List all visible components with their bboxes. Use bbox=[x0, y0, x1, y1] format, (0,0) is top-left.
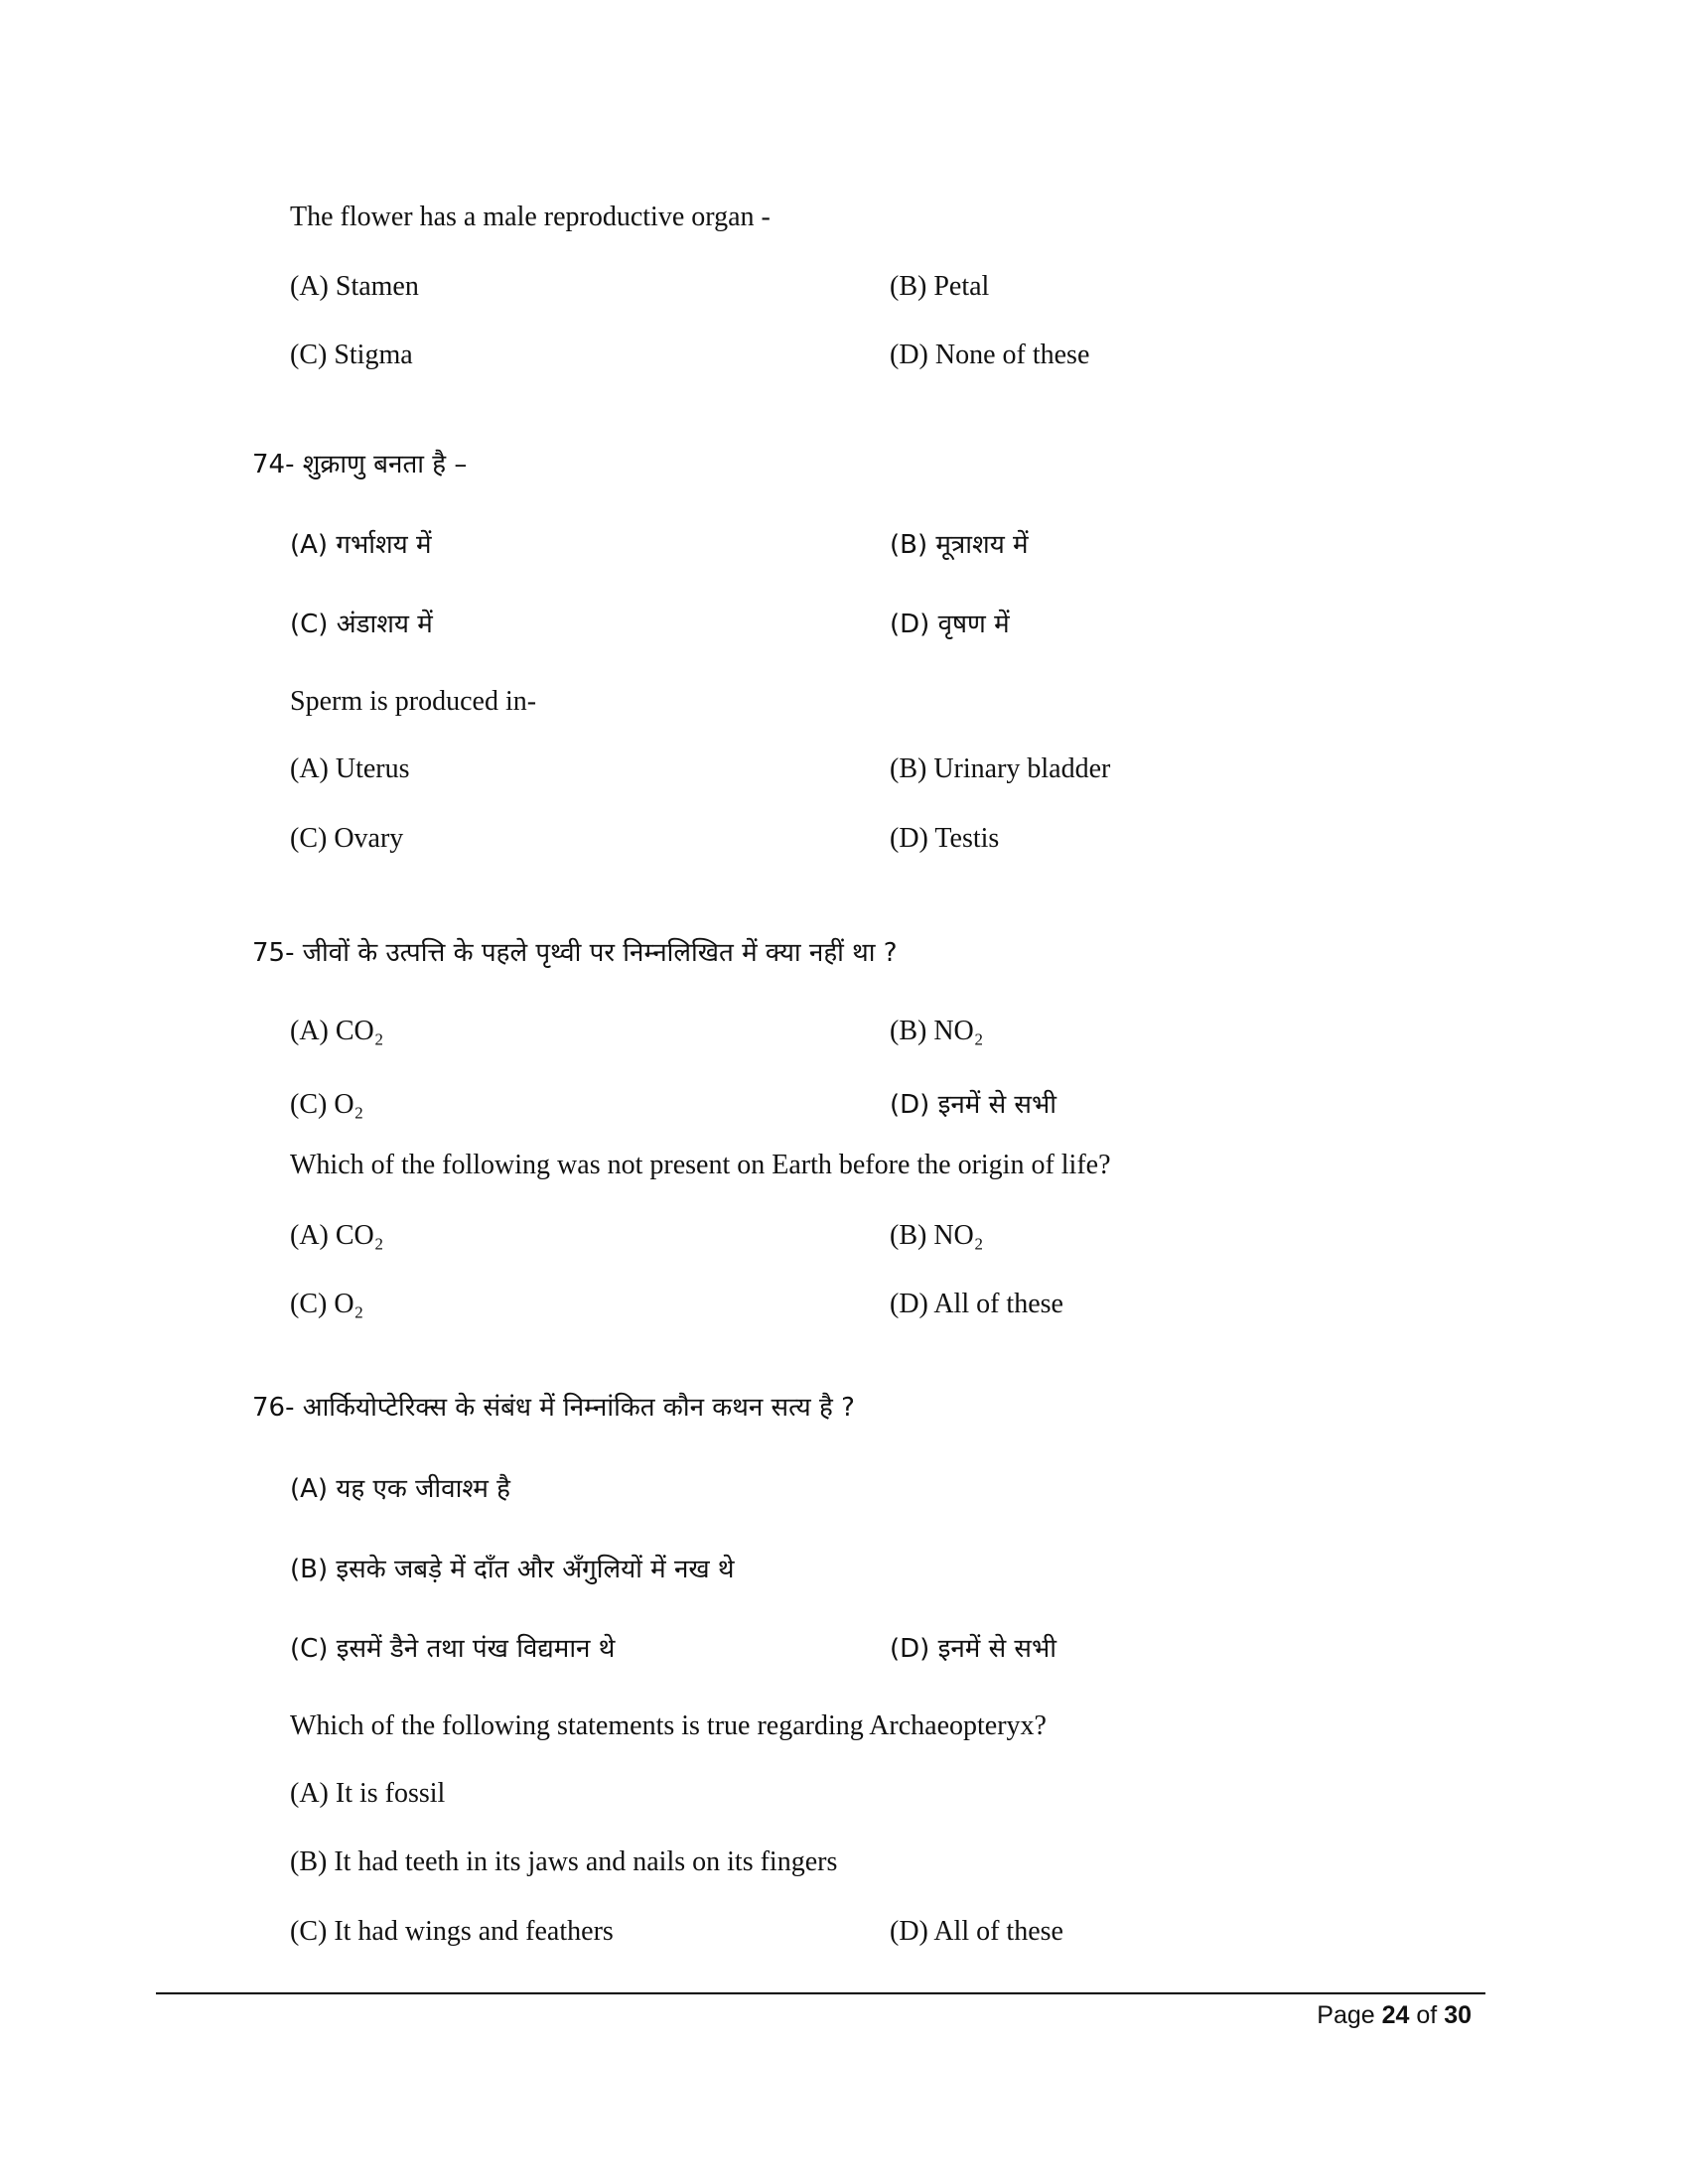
question-75-english: Which of the following was not present on Earth before the origin of life? bbox=[290, 1150, 1111, 1180]
option-d: (D) All of these bbox=[890, 1916, 1063, 1947]
page-total: 30 bbox=[1444, 2001, 1472, 2029]
option-b-hindi: (B) इसके जबड़े में दाँत और अँगुलियों में नख थे bbox=[290, 1555, 735, 1584]
question-75-hindi: 75- जीवों के उत्पत्ति के पहले पृथ्वी पर निम्नलिखित में क्या नहीं था ? bbox=[252, 938, 898, 968]
option-c: (C) Ovary bbox=[290, 823, 404, 854]
question-76-english: Which of the following statements is true regarding Archaeopteryx? bbox=[290, 1710, 1047, 1741]
option-a: (A) Stamen bbox=[290, 271, 419, 302]
option-d: (D) Testis bbox=[890, 823, 1000, 854]
question-76-hindi: 76- आर्कियोप्टेरिक्स के संबंध में निम्नांकित कौन कथन सत्य है ? bbox=[252, 1393, 855, 1423]
question-74-hindi: 74- शुक्राणु बनता है – bbox=[252, 450, 468, 479]
option-a: (A) It is fossil bbox=[290, 1778, 446, 1809]
option-d-hindi: (D) इनमें से सभी bbox=[890, 1634, 1057, 1664]
option-a: (A) CO₂ bbox=[290, 1220, 384, 1251]
option-c-hindi: (C) अंडाशय में bbox=[290, 610, 433, 639]
option-a: (A) Uterus bbox=[290, 753, 410, 784]
page-label: Page bbox=[1317, 2001, 1375, 2029]
page-number bbox=[1317, 2001, 1472, 2030]
footer-divider bbox=[156, 1992, 1485, 1994]
option-d-hindi: (D) इनमें से सभी bbox=[890, 1090, 1057, 1120]
option-a-hindi: (A) गर्भाशय में bbox=[290, 530, 432, 560]
option-d-hindi: (D) वृषण में bbox=[890, 610, 1010, 639]
option-b-hindi: (B) NO₂ bbox=[890, 1016, 984, 1046]
option-d: (D) All of these bbox=[890, 1289, 1063, 1319]
option-b: (B) Urinary bladder bbox=[890, 753, 1111, 784]
question-73-english: The flower has a male reproductive organ - bbox=[290, 202, 771, 232]
option-b: (B) Petal bbox=[890, 271, 990, 302]
option-b-hindi: (B) मूत्राशय में bbox=[890, 530, 1029, 560]
question-74-english: Sperm is produced in- bbox=[290, 686, 537, 717]
option-b: (B) NO₂ bbox=[890, 1220, 984, 1251]
page-current: 24 bbox=[1381, 2001, 1410, 2029]
of-label: of bbox=[1416, 2001, 1438, 2029]
option-c-hindi: (C) इसमें डैने तथा पंख विद्यमान थे bbox=[290, 1634, 616, 1664]
option-c: (C) Stigma bbox=[290, 340, 413, 370]
option-d: (D) None of these bbox=[890, 340, 1090, 370]
option-a-hindi: (A) यह एक जीवाश्म है bbox=[290, 1474, 510, 1504]
option-c-hindi: (C) O₂ bbox=[290, 1089, 364, 1120]
option-c: (C) It had wings and feathers bbox=[290, 1916, 614, 1947]
option-c: (C) O₂ bbox=[290, 1289, 364, 1319]
option-b: (B) It had teeth in its jaws and nails on its fingers bbox=[290, 1846, 838, 1877]
option-a-hindi: (A) CO₂ bbox=[290, 1016, 384, 1046]
